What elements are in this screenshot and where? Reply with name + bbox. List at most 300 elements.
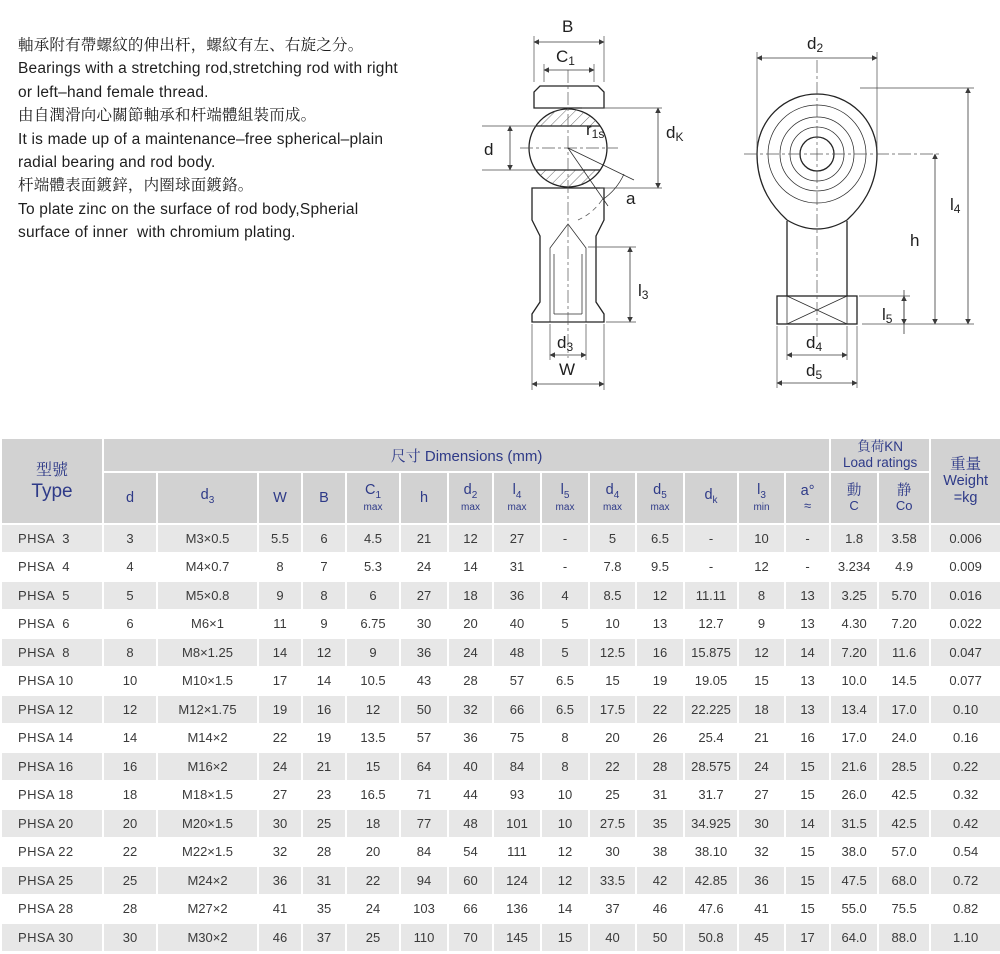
value-cell: M18×1.5 bbox=[157, 781, 258, 810]
value-cell: 47.5 bbox=[830, 866, 878, 895]
value-cell: 0.82 bbox=[930, 895, 1000, 924]
value-cell: 136 bbox=[493, 895, 541, 924]
value-cell: 5 bbox=[103, 581, 157, 610]
value-cell: 1.8 bbox=[830, 524, 878, 553]
value-cell: 25 bbox=[302, 809, 346, 838]
dim-label-d5: d5 bbox=[806, 361, 823, 382]
value-cell: - bbox=[785, 524, 830, 553]
value-cell: 6.5 bbox=[541, 695, 589, 724]
table-row bbox=[1, 866, 1000, 895]
value-cell: 41 bbox=[738, 895, 785, 924]
value-cell: 75.5 bbox=[878, 895, 930, 924]
value-cell: 0.022 bbox=[930, 610, 1000, 639]
dim-label-d3: d3 bbox=[557, 333, 574, 354]
value-cell: 64 bbox=[400, 752, 448, 781]
intro-line: or left–hand female thread. bbox=[18, 83, 209, 101]
value-cell: 13 bbox=[636, 610, 684, 639]
value-cell: 8 bbox=[541, 752, 589, 781]
value-cell: 42.5 bbox=[878, 809, 930, 838]
value-cell: 14 bbox=[785, 638, 830, 667]
value-cell: 20 bbox=[103, 809, 157, 838]
dim-label-B: B bbox=[562, 17, 574, 36]
value-cell: 28 bbox=[636, 752, 684, 781]
value-cell: 18 bbox=[103, 781, 157, 810]
value-cell: 1.10 bbox=[930, 923, 1000, 952]
value-cell: 84 bbox=[400, 838, 448, 867]
value-cell: 6.5 bbox=[636, 524, 684, 553]
type-cell: PHSA 16 bbox=[1, 752, 103, 781]
value-cell: 35 bbox=[636, 809, 684, 838]
value-cell: 40 bbox=[493, 610, 541, 639]
value-cell: 38.0 bbox=[830, 838, 878, 867]
value-cell: 28.575 bbox=[684, 752, 738, 781]
value-cell: 25 bbox=[346, 923, 400, 952]
table-row bbox=[1, 752, 1000, 781]
value-cell: 6 bbox=[103, 610, 157, 639]
value-cell: 9 bbox=[302, 610, 346, 639]
value-cell: 103 bbox=[400, 895, 448, 924]
value-cell: 21 bbox=[738, 724, 785, 753]
value-cell: 22 bbox=[589, 752, 636, 781]
value-cell: 4.5 bbox=[346, 524, 400, 553]
value-cell: 15 bbox=[738, 667, 785, 696]
type-cell: PHSA 28 bbox=[1, 895, 103, 924]
housing-cap bbox=[534, 86, 604, 108]
dimensions-group-header: 尺寸 Dimensions (mm) bbox=[103, 438, 830, 472]
value-cell: 22.225 bbox=[684, 695, 738, 724]
type-cell: PHSA 20 bbox=[1, 809, 103, 838]
value-cell: 10 bbox=[738, 524, 785, 553]
value-cell: 18 bbox=[738, 695, 785, 724]
value-cell: 14 bbox=[302, 667, 346, 696]
value-cell: 11.6 bbox=[878, 638, 930, 667]
value-cell: 4.30 bbox=[830, 610, 878, 639]
table-row bbox=[1, 838, 1000, 867]
value-cell: 12 bbox=[448, 524, 493, 553]
value-cell: 25 bbox=[589, 781, 636, 810]
value-cell: 9 bbox=[258, 581, 302, 610]
value-cell: M22×1.5 bbox=[157, 838, 258, 867]
value-cell: 6 bbox=[346, 581, 400, 610]
value-cell: 31 bbox=[493, 553, 541, 582]
intro-line: To plate zinc on the surface of rod body,Spherial bbox=[18, 200, 359, 218]
value-cell: 18 bbox=[346, 809, 400, 838]
table-row bbox=[1, 638, 1000, 667]
value-cell: 31 bbox=[302, 866, 346, 895]
value-cell: 12.5 bbox=[589, 638, 636, 667]
value-cell: 21 bbox=[400, 524, 448, 553]
value-cell: - bbox=[684, 553, 738, 582]
value-cell: 24 bbox=[738, 752, 785, 781]
value-cell: 10 bbox=[103, 667, 157, 696]
value-cell: 21 bbox=[302, 752, 346, 781]
table-row bbox=[1, 667, 1000, 696]
value-cell: 30 bbox=[589, 838, 636, 867]
table-row bbox=[1, 923, 1000, 952]
value-cell: 57 bbox=[400, 724, 448, 753]
value-cell: 6.75 bbox=[346, 610, 400, 639]
value-cell: 6.5 bbox=[541, 667, 589, 696]
type-cell: PHSA 10 bbox=[1, 667, 103, 696]
value-cell: 8 bbox=[302, 581, 346, 610]
value-cell: 12 bbox=[103, 695, 157, 724]
intro-line: 軸承附有帶螺紋的伸出杆，螺紋有左、右旋之分。 bbox=[18, 37, 364, 54]
value-cell: 17.5 bbox=[589, 695, 636, 724]
value-cell: 19 bbox=[258, 695, 302, 724]
table-row bbox=[1, 581, 1000, 610]
value-cell: 48 bbox=[493, 638, 541, 667]
dim-label-C1: C1 bbox=[556, 47, 575, 68]
value-cell: 3 bbox=[103, 524, 157, 553]
value-cell: 10 bbox=[541, 781, 589, 810]
intro-line: 杆端體表面鍍鋅，内圈球面鍍鉻。 bbox=[18, 177, 254, 195]
intro-line: surface of inner with chromium plating. bbox=[18, 224, 296, 242]
value-cell: 15 bbox=[785, 752, 830, 781]
intro-text bbox=[18, 34, 473, 245]
value-cell: 10 bbox=[589, 610, 636, 639]
value-cell: 32 bbox=[738, 838, 785, 867]
value-cell: 36 bbox=[448, 724, 493, 753]
value-cell: 8 bbox=[738, 581, 785, 610]
value-cell: 50.8 bbox=[684, 923, 738, 952]
value-cell: 6 bbox=[302, 524, 346, 553]
value-cell: 0.047 bbox=[930, 638, 1000, 667]
value-cell: M27×2 bbox=[157, 895, 258, 924]
value-cell: 26.0 bbox=[830, 781, 878, 810]
value-cell: 13 bbox=[785, 667, 830, 696]
value-cell: 13 bbox=[785, 581, 830, 610]
value-cell: 8 bbox=[258, 553, 302, 582]
value-cell: 44 bbox=[448, 781, 493, 810]
col-header-l4: $l_4$ max bbox=[493, 472, 541, 524]
value-cell: M20×1.5 bbox=[157, 809, 258, 838]
value-cell: 88.0 bbox=[878, 923, 930, 952]
value-cell: 3.25 bbox=[830, 581, 878, 610]
value-cell: 20 bbox=[448, 610, 493, 639]
value-cell: 24 bbox=[346, 895, 400, 924]
col-header-a: a° ≈ bbox=[785, 472, 830, 524]
value-cell: 3.58 bbox=[878, 524, 930, 553]
table-row bbox=[1, 781, 1000, 810]
value-cell: 0.077 bbox=[930, 667, 1000, 696]
value-cell: 40 bbox=[589, 923, 636, 952]
value-cell: 7.20 bbox=[878, 610, 930, 639]
dim-label-dK: dK bbox=[666, 123, 684, 144]
dim-label-d2: d2 bbox=[807, 34, 824, 55]
col-header-d4: $d_4$ max bbox=[589, 472, 636, 524]
value-cell: 17.0 bbox=[878, 695, 930, 724]
value-cell: 0.42 bbox=[930, 809, 1000, 838]
value-cell: 12 bbox=[541, 866, 589, 895]
value-cell: 66 bbox=[493, 695, 541, 724]
sub-header-row bbox=[1, 472, 1000, 524]
dim-label-r1s: r1s bbox=[586, 120, 605, 141]
value-cell: M10×1.5 bbox=[157, 667, 258, 696]
value-cell: - bbox=[684, 524, 738, 553]
value-cell: 14.5 bbox=[878, 667, 930, 696]
value-cell: 0.16 bbox=[930, 724, 1000, 753]
intro-line: radial bearing and rod body. bbox=[18, 154, 216, 172]
type-cell: PHSA 30 bbox=[1, 923, 103, 952]
value-cell: 36 bbox=[738, 866, 785, 895]
type-cell: PHSA 3 bbox=[1, 524, 103, 553]
col-header-d2: $d_2$ max bbox=[448, 472, 493, 524]
value-cell: 0.32 bbox=[930, 781, 1000, 810]
value-cell: 25.4 bbox=[684, 724, 738, 753]
dim-label-d: d bbox=[484, 140, 494, 159]
load-ratings-group-header: 負荷KN Load ratings bbox=[830, 438, 930, 472]
value-cell: 22 bbox=[346, 866, 400, 895]
value-cell: 27 bbox=[258, 781, 302, 810]
value-cell: 84 bbox=[493, 752, 541, 781]
value-cell: 11 bbox=[258, 610, 302, 639]
value-cell: 22 bbox=[258, 724, 302, 753]
value-cell: 22 bbox=[636, 695, 684, 724]
type-cell: PHSA 6 bbox=[1, 610, 103, 639]
value-cell: 24 bbox=[400, 553, 448, 582]
value-cell: 33.5 bbox=[589, 866, 636, 895]
value-cell: 7.8 bbox=[589, 553, 636, 582]
value-cell: 60 bbox=[448, 866, 493, 895]
value-cell: 30 bbox=[400, 610, 448, 639]
value-cell: 94 bbox=[400, 866, 448, 895]
value-cell: M16×2 bbox=[157, 752, 258, 781]
value-cell: 13.4 bbox=[830, 695, 878, 724]
value-cell: 12 bbox=[541, 838, 589, 867]
value-cell: 17.0 bbox=[830, 724, 878, 753]
value-cell: 16 bbox=[636, 638, 684, 667]
value-cell: 17 bbox=[785, 923, 830, 952]
value-cell: 50 bbox=[636, 923, 684, 952]
value-cell: 71 bbox=[400, 781, 448, 810]
value-cell: 18 bbox=[448, 581, 493, 610]
value-cell: 31 bbox=[636, 781, 684, 810]
col-header-d5: $d_5$ max bbox=[636, 472, 684, 524]
value-cell: 93 bbox=[493, 781, 541, 810]
value-cell: 19 bbox=[302, 724, 346, 753]
value-cell: 4 bbox=[541, 581, 589, 610]
value-cell: 12 bbox=[738, 638, 785, 667]
value-cell: 145 bbox=[493, 923, 541, 952]
table-row bbox=[1, 524, 1000, 553]
value-cell: 5.70 bbox=[878, 581, 930, 610]
type-cell: PHSA 8 bbox=[1, 638, 103, 667]
value-cell: 15 bbox=[785, 838, 830, 867]
col-header-d: d bbox=[103, 472, 157, 524]
value-cell: 20 bbox=[346, 838, 400, 867]
value-cell: M4×0.7 bbox=[157, 553, 258, 582]
value-cell: 19 bbox=[636, 667, 684, 696]
value-cell: 24 bbox=[448, 638, 493, 667]
value-cell: 8.5 bbox=[589, 581, 636, 610]
value-cell: 9 bbox=[346, 638, 400, 667]
value-cell: 31.7 bbox=[684, 781, 738, 810]
dimensions-table bbox=[0, 437, 1000, 953]
value-cell: M14×2 bbox=[157, 724, 258, 753]
value-cell: 111 bbox=[493, 838, 541, 867]
type-cell: PHSA 5 bbox=[1, 581, 103, 610]
value-cell: 23 bbox=[302, 781, 346, 810]
value-cell: 0.009 bbox=[930, 553, 1000, 582]
value-cell: 10.0 bbox=[830, 667, 878, 696]
value-cell: 38.10 bbox=[684, 838, 738, 867]
dim-label-l4: l4 bbox=[950, 195, 961, 216]
value-cell: 27 bbox=[400, 581, 448, 610]
value-cell: 70 bbox=[448, 923, 493, 952]
value-cell: 27 bbox=[493, 524, 541, 553]
value-cell: 5.5 bbox=[258, 524, 302, 553]
value-cell: M30×2 bbox=[157, 923, 258, 952]
value-cell: 5 bbox=[541, 638, 589, 667]
value-cell: 5 bbox=[541, 610, 589, 639]
value-cell: 16 bbox=[785, 724, 830, 753]
type-cell: PHSA 4 bbox=[1, 553, 103, 582]
value-cell: 5 bbox=[589, 524, 636, 553]
value-cell: 75 bbox=[493, 724, 541, 753]
value-cell: 15 bbox=[785, 895, 830, 924]
value-cell: 42 bbox=[636, 866, 684, 895]
table-body bbox=[1, 524, 1000, 952]
col-header-C: 動 C bbox=[830, 472, 878, 524]
value-cell: 36 bbox=[400, 638, 448, 667]
value-cell: 45 bbox=[738, 923, 785, 952]
intro-line: It is made up of a maintenance–free spherical–plain bbox=[18, 130, 384, 148]
value-cell: 16.5 bbox=[346, 781, 400, 810]
value-cell: 66 bbox=[448, 895, 493, 924]
value-cell: 13 bbox=[785, 695, 830, 724]
col-header-B: B bbox=[302, 472, 346, 524]
value-cell: 15 bbox=[589, 667, 636, 696]
value-cell: 16 bbox=[302, 695, 346, 724]
value-cell: 47.6 bbox=[684, 895, 738, 924]
value-cell: M8×1.25 bbox=[157, 638, 258, 667]
value-cell: 21.6 bbox=[830, 752, 878, 781]
value-cell: 124 bbox=[493, 866, 541, 895]
value-cell: 32 bbox=[448, 695, 493, 724]
value-cell: 28 bbox=[103, 895, 157, 924]
value-cell: 0.72 bbox=[930, 866, 1000, 895]
value-cell: M12×1.75 bbox=[157, 695, 258, 724]
section-view-drawing bbox=[470, 8, 730, 418]
value-cell: 8 bbox=[103, 638, 157, 667]
value-cell: 27.5 bbox=[589, 809, 636, 838]
value-cell: 64.0 bbox=[830, 923, 878, 952]
value-cell: 57.0 bbox=[878, 838, 930, 867]
dim-label-h: h bbox=[910, 231, 920, 250]
value-cell: 28.5 bbox=[878, 752, 930, 781]
value-cell: 3.234 bbox=[830, 553, 878, 582]
value-cell: 24 bbox=[258, 752, 302, 781]
value-cell: 12 bbox=[346, 695, 400, 724]
value-cell: 12 bbox=[636, 581, 684, 610]
value-cell: 30 bbox=[258, 809, 302, 838]
value-cell: 20 bbox=[589, 724, 636, 753]
front-view-drawing bbox=[730, 8, 1000, 418]
value-cell: 7.20 bbox=[830, 638, 878, 667]
intro-line: 由自潤滑向心關節軸承和杆端體組裝而成。 bbox=[18, 107, 317, 125]
col-header-d3: $d_3$ bbox=[157, 472, 258, 524]
value-cell: 8 bbox=[541, 724, 589, 753]
col-header-W: W bbox=[258, 472, 302, 524]
value-cell: 4.9 bbox=[878, 553, 930, 582]
value-cell: 15 bbox=[785, 866, 830, 895]
intro-line: Bearings with a stretching rod,stretching rod with right bbox=[18, 60, 398, 78]
value-cell: 13 bbox=[785, 610, 830, 639]
value-cell: 30 bbox=[738, 809, 785, 838]
value-cell: 27 bbox=[738, 781, 785, 810]
value-cell: 15 bbox=[785, 781, 830, 810]
value-cell: 15.875 bbox=[684, 638, 738, 667]
value-cell: 17 bbox=[258, 667, 302, 696]
col-header-h: h bbox=[400, 472, 448, 524]
value-cell: 13.5 bbox=[346, 724, 400, 753]
table-row bbox=[1, 895, 1000, 924]
value-cell: 28 bbox=[302, 838, 346, 867]
value-cell: 12 bbox=[738, 553, 785, 582]
value-cell: M5×0.8 bbox=[157, 581, 258, 610]
value-cell: 14 bbox=[448, 553, 493, 582]
value-cell: 10 bbox=[541, 809, 589, 838]
value-cell: 7 bbox=[302, 553, 346, 582]
value-cell: 22 bbox=[103, 838, 157, 867]
dim-label-a: a bbox=[626, 189, 636, 208]
col-header-l3: $l_3$ min bbox=[738, 472, 785, 524]
value-cell: 42.5 bbox=[878, 781, 930, 810]
value-cell: 32 bbox=[258, 838, 302, 867]
value-cell: 11.11 bbox=[684, 581, 738, 610]
value-cell: - bbox=[541, 553, 589, 582]
value-cell: 40 bbox=[448, 752, 493, 781]
value-cell: 54 bbox=[448, 838, 493, 867]
value-cell: 14 bbox=[785, 809, 830, 838]
value-cell: 30 bbox=[103, 923, 157, 952]
table-row bbox=[1, 724, 1000, 753]
value-cell: 101 bbox=[493, 809, 541, 838]
dim-label-d4: d4 bbox=[806, 333, 823, 354]
value-cell: 9 bbox=[738, 610, 785, 639]
type-cell: PHSA 22 bbox=[1, 838, 103, 867]
type-cell: PHSA 14 bbox=[1, 724, 103, 753]
value-cell: 37 bbox=[302, 923, 346, 952]
value-cell: 9.5 bbox=[636, 553, 684, 582]
weight-column-header: 重量 Weight =kg bbox=[930, 438, 1000, 524]
value-cell: 41 bbox=[258, 895, 302, 924]
value-cell: 68.0 bbox=[878, 866, 930, 895]
table-row bbox=[1, 610, 1000, 639]
value-cell: 15 bbox=[346, 752, 400, 781]
value-cell: 14 bbox=[258, 638, 302, 667]
value-cell: 15 bbox=[541, 923, 589, 952]
col-header-l5: $l_5$ max bbox=[541, 472, 589, 524]
value-cell: 0.54 bbox=[930, 838, 1000, 867]
type-column-header: 型號 Type bbox=[1, 438, 103, 524]
table-header bbox=[1, 438, 1000, 524]
value-cell: 14 bbox=[103, 724, 157, 753]
value-cell: 0.22 bbox=[930, 752, 1000, 781]
table-row bbox=[1, 553, 1000, 582]
value-cell: 24.0 bbox=[878, 724, 930, 753]
type-cell: PHSA 18 bbox=[1, 781, 103, 810]
value-cell: 5.3 bbox=[346, 553, 400, 582]
value-cell: 55.0 bbox=[830, 895, 878, 924]
value-cell: 34.925 bbox=[684, 809, 738, 838]
value-cell: 0.10 bbox=[930, 695, 1000, 724]
value-cell: 25 bbox=[103, 866, 157, 895]
value-cell: M6×1 bbox=[157, 610, 258, 639]
value-cell: 57 bbox=[493, 667, 541, 696]
type-cell: PHSA 25 bbox=[1, 866, 103, 895]
value-cell: - bbox=[785, 553, 830, 582]
